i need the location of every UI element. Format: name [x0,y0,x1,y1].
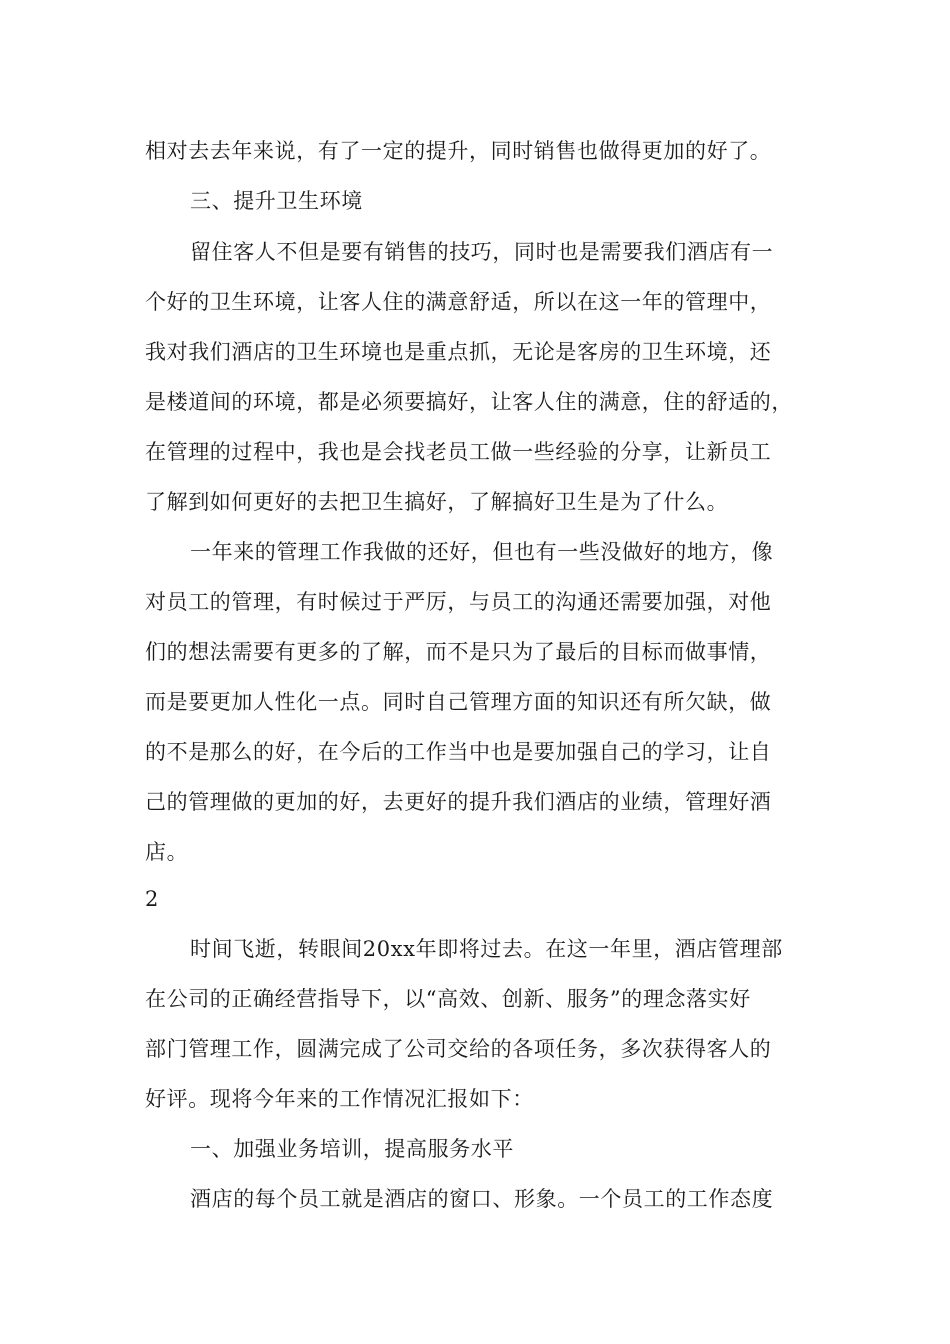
paragraph-line: 了解到如何更好的去把卫生搞好，了解搞好卫生是为了什么。 [145,490,729,514]
paragraph-line: 时间飞逝，转眼间20xx年即将过去。在这一年里，酒店管理部 [190,937,783,961]
paragraph-line: 己的管理做的更加的好，去更好的提升我们酒店的业绩，管理好酒 [145,790,772,814]
paragraph-line: 是楼道间的环境，都是必须要搞好，让客人住的满意，住的舒适的， [145,390,793,414]
paragraph-line: 留住客人不但是要有销售的技巧，同时也是需要我们酒店有一 [190,240,774,264]
section-heading: 三、提升卫生环境 [190,189,363,213]
paragraph-line: 店。 [145,840,189,864]
paragraph-line: 我对我们酒店的卫生环境也是重点抓，无论是客房的卫生环境，还 [145,340,772,364]
paragraph-line: 而是要更加人性化一点。同时自己管理方面的知识还有所欠缺，做 [145,690,772,714]
paragraph-line: 部门管理工作，圆满完成了公司交给的各项任务，多次获得客人的 [145,1037,772,1061]
paragraph-line: 相对去去年来说，有了一定的提升，同时销售也做得更加的好了。 [145,139,772,163]
paragraph-line: 在管理的过程中，我也是会找老员工做一些经验的分享，让新员工 [145,440,772,464]
paragraph-line: 酒店的每个员工就是酒店的窗口、形象。一个员工的工作态度 [190,1187,774,1211]
paragraph-line: 的不是那么的好，在今后的工作当中也是要加强自己的学习，让自 [145,740,772,764]
paragraph-line: 对员工的管理，有时候过于严厉，与员工的沟通还需要加强，对他 [145,590,772,614]
section-number: 2 [145,887,159,911]
paragraph-line: 一年来的管理工作我做的还好，但也有一些没做好的地方，像 [190,540,774,564]
paragraph-line: 们的想法需要有更多的了解，而不是只为了最后的目标而做事情， [145,640,772,664]
paragraph-line: 好评。现将今年来的工作情况汇报如下： [145,1087,534,1111]
paragraph-line: 在公司的正确经营指导下，以“高效、创新、服务”的理念落实好 [145,987,751,1011]
section-heading: 一、加强业务培训，提高服务水平 [190,1137,514,1161]
paragraph-line: 个好的卫生环境，让客人住的满意舒适，所以在这一年的管理中， [145,290,772,314]
